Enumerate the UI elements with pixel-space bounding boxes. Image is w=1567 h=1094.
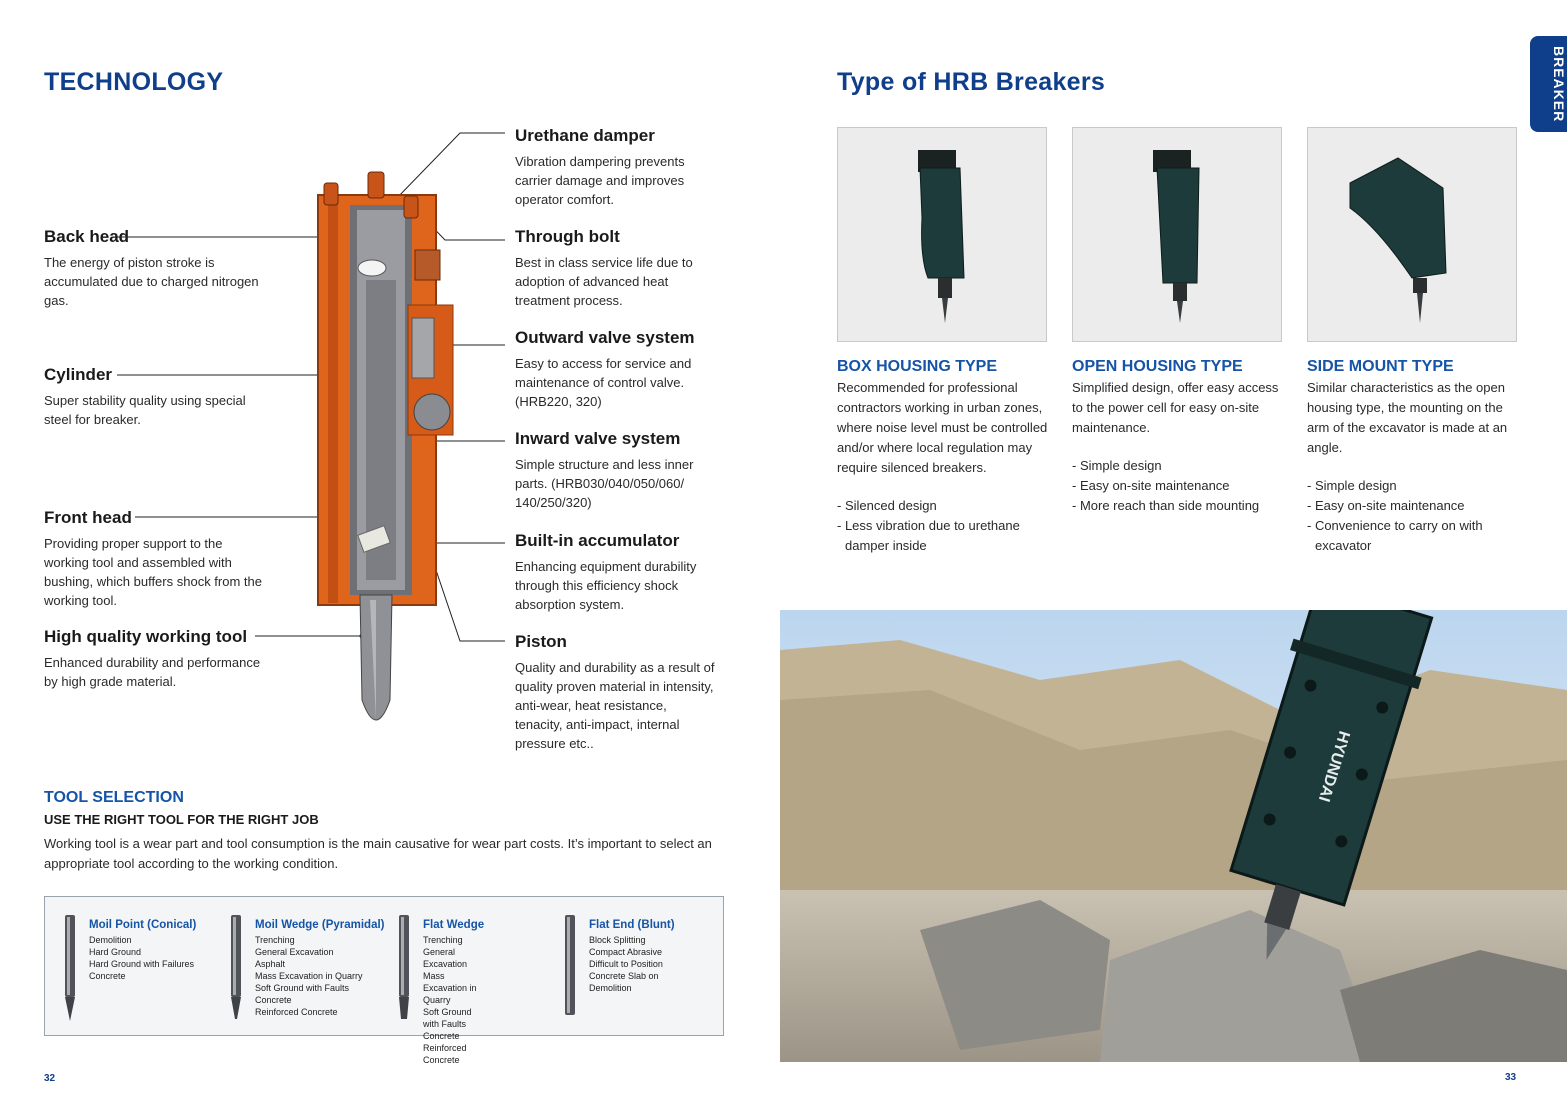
open-housing-photo xyxy=(1072,127,1282,342)
feature-desc: Easy to access for service and maintenance of control valve. (HRB220, 320) xyxy=(515,356,692,409)
types-heading: Type of HRB Breakers xyxy=(837,68,1106,96)
flat-wedge-icon xyxy=(397,915,411,1021)
quarry-scene-image xyxy=(780,610,1567,1062)
type-bullet: - Less vibration due to urethane damper inside xyxy=(837,518,1020,553)
type-bullet: - Simple design xyxy=(1307,478,1397,493)
tool-name: Moil Wedge (Pyramidal) xyxy=(255,919,385,931)
tool-use: Difficult to Position xyxy=(589,959,663,969)
feature-desc: Providing proper support to the working tool and assembled with bushing, which buffers shock from the working tool. xyxy=(44,536,262,608)
tool-uses xyxy=(89,934,196,982)
feature-title: Outward valve system xyxy=(515,328,695,347)
tool-selection-intro: Working tool is a wear part and tool consumption is the main causative for wear part costs. It’s important to select an appropriate tool according to the working condition. xyxy=(44,836,712,871)
type-bullet: - More reach than side mounting xyxy=(1072,498,1260,513)
side-mount-photo xyxy=(1307,127,1517,342)
tool-name: Flat Wedge xyxy=(423,919,485,931)
feature-title: High quality working tool xyxy=(44,627,248,646)
tool-uses xyxy=(423,934,484,1066)
type-bullets xyxy=(837,496,1049,556)
tool-use: General Excavation xyxy=(255,947,334,957)
feature-desc: Enhancing equipment durability through this efficiency shock absorption system. xyxy=(515,559,697,612)
feature-desc: Best in class service life due to adoption of advanced heat treatment process. xyxy=(515,255,693,308)
feature-desc: Super stability quality using special steel for breaker. xyxy=(44,393,246,427)
tool-use: Compact Abrasive xyxy=(589,947,663,957)
tool-uses xyxy=(589,934,675,994)
tool-use: Trenching xyxy=(255,935,295,945)
tool-use: Reinforced Concrete xyxy=(255,1007,338,1017)
tool-use: Concrete Slab on Demolition xyxy=(589,971,659,993)
type-box-housing xyxy=(837,358,1049,556)
tool-use: Hard Ground xyxy=(89,947,142,957)
flat-end-icon xyxy=(563,915,577,1021)
feature-title: Through bolt xyxy=(515,227,620,246)
hyundai-logo-text: HYUNDAI xyxy=(1314,728,1353,804)
tool-use: Demolition xyxy=(89,935,132,945)
technology-heading: TECHNOLOGY xyxy=(44,68,224,96)
feature-desc: Vibration dampering prevents carrier damage and improves operator comfort. xyxy=(515,154,685,207)
type-bullets xyxy=(1072,456,1284,516)
tool-use: General Excavation xyxy=(423,947,468,969)
page-number-right: 33 xyxy=(1505,1072,1517,1083)
feature-desc: Enhanced durability and performance by high grade material. xyxy=(44,655,261,689)
type-desc: Simplified design, offer easy access to the power cell for easy on-site maintenance. xyxy=(1072,380,1279,435)
moil-point-icon xyxy=(63,915,77,1021)
feature-title: Piston xyxy=(515,632,567,651)
feature-title: Back head xyxy=(44,227,130,246)
type-bullet: - Convenience to carry on with excavator xyxy=(1307,518,1483,553)
feature-title: Urethane damper xyxy=(515,126,655,145)
feature-title: Cylinder xyxy=(44,365,113,384)
side-mount-breaker-image xyxy=(1308,128,1516,341)
feature-title: Built-in accumulator xyxy=(515,531,680,550)
feature-desc: Quality and durability as a result of quality proven material in intensity, anti-wear, heat resistance, tenacity, anti-impact, internal pressure etc.. xyxy=(515,660,715,751)
open-housing-breaker-image xyxy=(1073,128,1281,341)
type-title: SIDE MOUNT TYPE xyxy=(1307,358,1454,375)
tool-use: Soft Ground with Faults xyxy=(423,1007,472,1029)
type-title: OPEN HOUSING TYPE xyxy=(1072,358,1243,375)
working-tool-shape xyxy=(360,595,392,720)
type-bullet: - Simple design xyxy=(1072,458,1162,473)
tool-use: Mass Excavation in Quarry xyxy=(255,971,363,981)
box-housing-photo xyxy=(837,127,1047,342)
feature-desc: The energy of piston stroke is accumulated due to charged nitrogen gas. xyxy=(44,255,259,308)
breaker-body xyxy=(318,195,453,605)
box-housing-breaker-image xyxy=(838,128,1046,341)
tool-use: Soft Ground with Faults xyxy=(255,983,350,993)
type-desc: Recommended for professional contractors working in urban zones, where noise level must be controlled and/or where local regulation may require silenced breakers. xyxy=(837,380,1048,475)
type-bullet: - Easy on-site maintenance xyxy=(1307,498,1465,513)
tool-selection-heading: TOOL SELECTION xyxy=(44,789,184,806)
type-open-housing xyxy=(1072,358,1284,516)
tool-name: Flat End (Blunt) xyxy=(589,919,675,931)
type-desc: Similar characteristics as the open housing type, the mounting on the arm of the excavator is made at an angle. xyxy=(1307,380,1508,455)
tool-use: Block Splitting xyxy=(589,935,646,945)
tool-use: Hard Ground with Failures xyxy=(89,959,195,969)
tool-selection-subheading: USE THE RIGHT TOOL FOR THE RIGHT JOB xyxy=(44,812,319,827)
type-bullet: - Silenced design xyxy=(837,498,937,513)
feature-title: Front head xyxy=(44,508,132,527)
moil-wedge-icon xyxy=(229,915,243,1021)
tool-use: Trenching xyxy=(423,935,463,945)
feature-desc: Simple structure and less inner parts. (HRB030/040/050/060/ 140/250/320) xyxy=(515,457,694,510)
section-tab-breaker[interactable]: BREAKER xyxy=(1530,36,1567,132)
tool-name: Moil Point (Conical) xyxy=(89,919,197,931)
type-bullets xyxy=(1307,476,1519,556)
type-side-mount xyxy=(1307,358,1519,556)
type-bullet: - Easy on-site maintenance xyxy=(1072,478,1230,493)
tool-uses xyxy=(255,934,385,1018)
tool-use: Concrete xyxy=(255,995,292,1005)
page-number-left: 32 xyxy=(44,1073,56,1084)
tool-use: Mass Excavation in Quarry xyxy=(423,971,477,1005)
quarry-breaker-photo xyxy=(780,610,1567,1062)
type-title: BOX HOUSING TYPE xyxy=(837,358,998,375)
tool-selection-panel xyxy=(44,896,724,1065)
tool-use: Concrete xyxy=(89,971,126,981)
breaker-cutaway-illustration xyxy=(0,0,780,780)
tool-use: Reinforced Concrete xyxy=(423,1043,467,1065)
tool-use: Asphalt xyxy=(255,959,286,969)
tool-use: Concrete xyxy=(423,1031,460,1041)
feature-title: Inward valve system xyxy=(515,429,681,448)
